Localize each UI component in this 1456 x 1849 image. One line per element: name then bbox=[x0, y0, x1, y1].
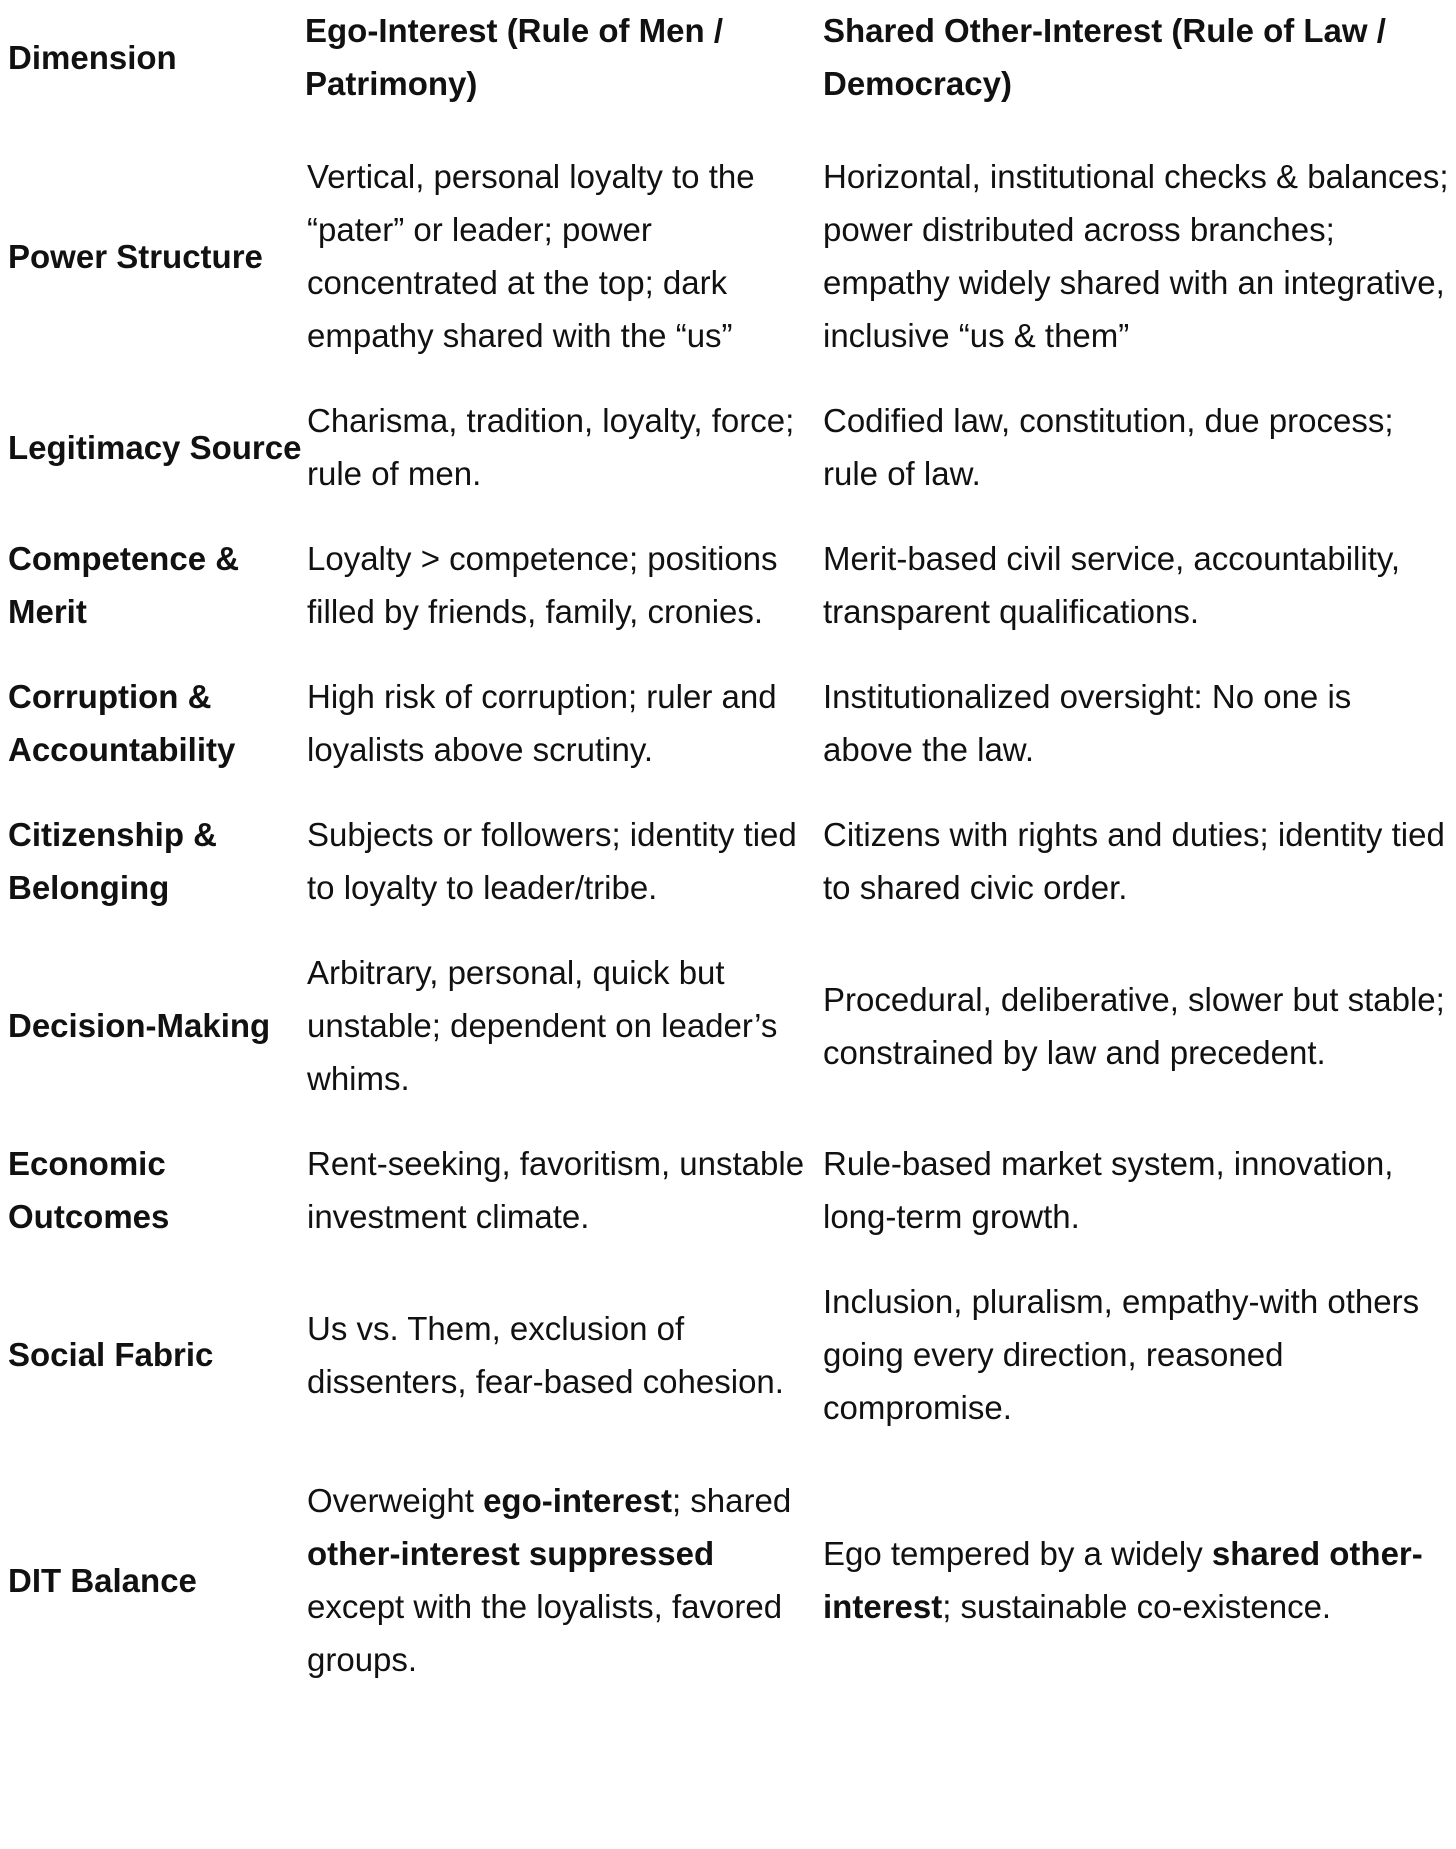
row-shared-cell bbox=[823, 1434, 1456, 1686]
row-dimension: Social Fabric bbox=[8, 1336, 214, 1373]
row-shared-cell: Codified law, constitution, due process; rule of law. bbox=[823, 402, 1394, 492]
table-row bbox=[0, 1243, 1456, 1434]
row-dimension: Citizenship & Belonging bbox=[8, 816, 218, 906]
row-shared-cell: Inclusion, pluralism, empathy-with others going every direction, reasoned compromise. bbox=[823, 1283, 1420, 1426]
header-ego-interest: Ego-Interest (Rule of Men / Patrimony) bbox=[305, 12, 724, 102]
text-run: Overweight bbox=[307, 1482, 484, 1519]
row-shared-cell: Institutionalized oversight: No one is above the law. bbox=[823, 678, 1352, 768]
header-dimension: Dimension bbox=[8, 38, 177, 76]
row-ego-cell: Arbitrary, personal, quick but unstable; dependent on leader’s whims. bbox=[307, 954, 778, 1097]
table-row bbox=[0, 638, 1456, 776]
row-dimension: Decision-Making bbox=[8, 1007, 271, 1044]
row-shared-cell: Rule-based market system, innovation, long-term growth. bbox=[823, 1145, 1394, 1235]
text-run: Ego tempered by a widely bbox=[823, 1535, 1212, 1572]
header-shared-other-interest: Shared Other-Interest (Rule of Law / Democracy) bbox=[823, 12, 1386, 102]
bold-text-run: other-interest suppressed bbox=[307, 1535, 715, 1572]
bold-text-run: shared other-interest bbox=[823, 1535, 1423, 1625]
row-shared-cell: Horizontal, institutional checks & balances; power distributed across branches; empathy widely shared with an integrative, inclusive “us & them” bbox=[823, 158, 1449, 354]
row-dimension: Legitimacy Source bbox=[8, 428, 302, 466]
row-shared-cell: Merit-based civil service, accountability, transparent qualifications. bbox=[823, 540, 1401, 630]
text-run: ; shared bbox=[671, 1482, 792, 1519]
row-ego-cell: Rent-seeking, favoritism, unstable investment climate. bbox=[307, 1145, 805, 1235]
row-ego-cell: Loyalty > competence; positions filled by friends, family, cronies. bbox=[307, 540, 778, 630]
row-ego-cell bbox=[305, 1434, 823, 1686]
text-run: except with the loyalists, favored groups. bbox=[307, 1588, 783, 1678]
row-ego-cell: Us vs. Them, exclusion of dissenters, fear-based cohesion. bbox=[307, 1309, 784, 1400]
table-row bbox=[0, 914, 1456, 1105]
row-ego-cell: Subjects or followers; identity tied to loyalty to leader/tribe. bbox=[307, 816, 797, 906]
row-shared-cell: Citizens with rights and duties; identity tied to shared civic order. bbox=[823, 816, 1445, 906]
table-row bbox=[0, 776, 1456, 914]
row-dimension: Power Structure bbox=[8, 237, 263, 275]
table-header-row bbox=[0, 0, 1456, 110]
bold-text-run: ego-interest bbox=[483, 1482, 672, 1519]
table-row bbox=[0, 500, 1456, 638]
row-dimension: Economic Outcomes bbox=[8, 1145, 170, 1235]
table-row bbox=[0, 362, 1456, 500]
table-row bbox=[0, 110, 1456, 362]
row-dimension: Competence & Merit bbox=[8, 540, 240, 630]
row-ego-cell: Vertical, personal loyalty to the “pater” or leader; power concentrated at the top; dark empathy shared with the “us” bbox=[307, 158, 755, 354]
row-ego-cell: High risk of corruption; ruler and loyalists above scrutiny. bbox=[307, 678, 777, 768]
row-dimension: Corruption & Accountability bbox=[8, 678, 236, 768]
row-shared-cell: Procedural, deliberative, slower but stable; constrained by law and precedent. bbox=[823, 980, 1445, 1071]
text-run: ; sustainable co-existence. bbox=[942, 1588, 1332, 1625]
table-row bbox=[0, 1434, 1456, 1686]
table-row bbox=[0, 1105, 1456, 1243]
row-dimension: DIT Balance bbox=[8, 1561, 197, 1599]
row-ego-cell: Charisma, tradition, loyalty, force; rule of men. bbox=[307, 402, 795, 492]
